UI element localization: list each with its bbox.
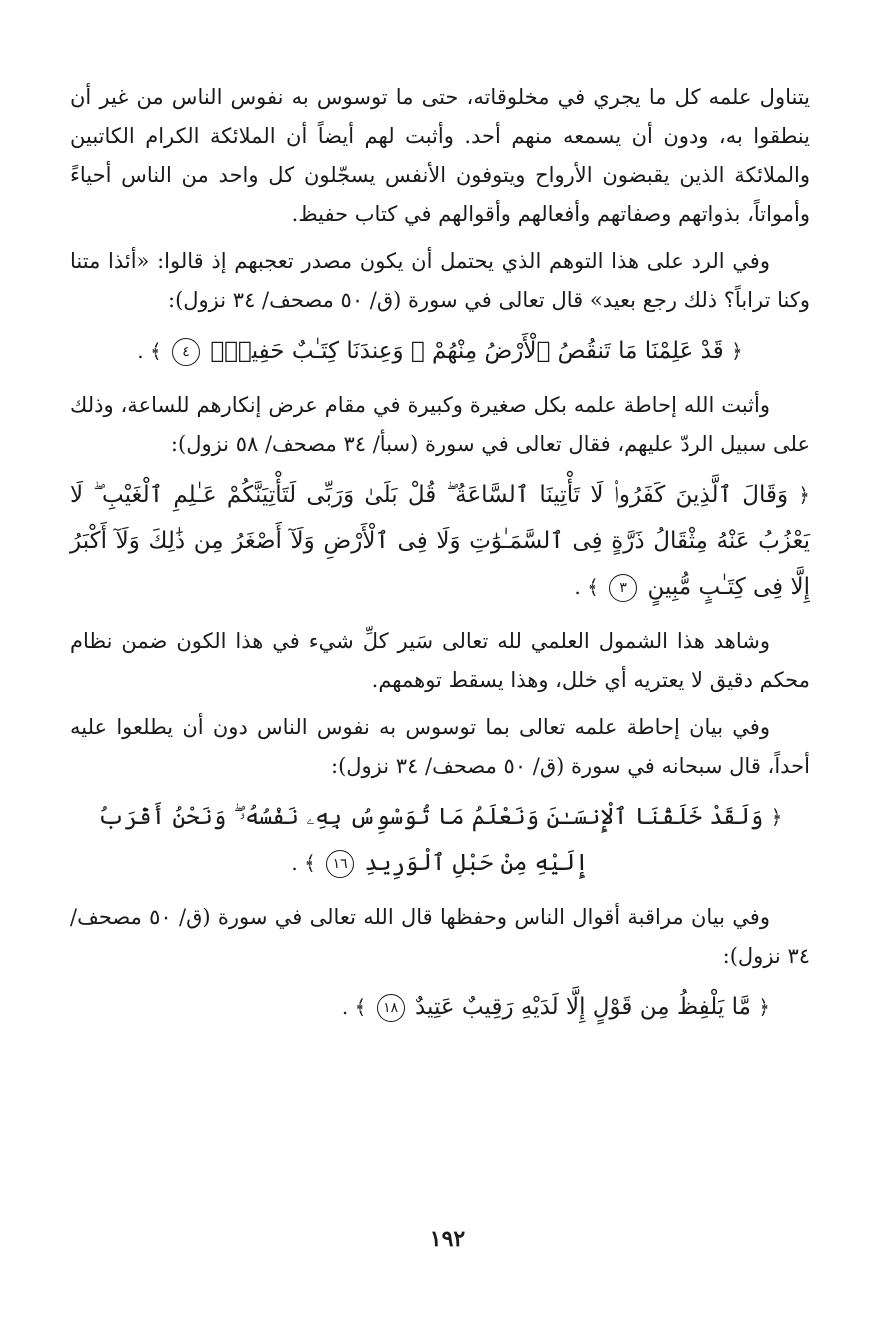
paragraph-3: وأثبت الله إحاطة علمه بكل صغيرة وكبيرة في مقام عرض إنكارهم للساعة، وذلك على سبيل الردّ عليهم، فقال تعالى في سورة (سبأ/ ٣٤ مصحف/ ٥٨ نزول): xyxy=(70,393,810,456)
quran-verse-2 xyxy=(70,472,810,610)
quran-verse-1 xyxy=(70,328,810,374)
paragraph-4: وشاهد هذا الشمول العلمي لله تعالى سَير كلِّ شيء في هذا الكون ضمن نظام محكم دقيق لا يعتريه أي خلل، وهذا يسقط توهمهم. xyxy=(70,629,810,692)
verse-text: مَّا يَلْفِظُ مِن قَوْلٍ إِلَّا لَدَيْهِ رَقِيبٌ عَتِيدٌ xyxy=(414,994,751,1020)
verse-open-bracket: ﴿ xyxy=(758,995,770,1019)
paragraph-1: يتناول علمه كل ما يجري في مخلوقاته، حتى ما توسوس به نفوس الناس من غير أن ينطقوا به، ودون أن يسمعه منهم أحد. وأثبت لهم أيضاً أن الملائكة الكرام الكاتبين والملائكة الذين يقبضون الأرواح ويتوفون الأنفس يسجّلون كل واحد من الناس أحياءً وأمواتاً، بذواتهم وصفاتهم وأفعالهم وأقوالهم في كتاب حفيظ. xyxy=(70,85,810,226)
verse-open-bracket: ﴿ xyxy=(798,483,811,507)
paragraph-6: وفي بيان مراقبة أقوال الناس وحفظها قال الله تعالى في سورة (ق/ ٥٠ مصحف/ ٣٤ نزول): xyxy=(70,905,810,968)
verse-close-bracket: ﴾ . xyxy=(291,851,316,875)
verse-text: وَلَقَدْ خَلَقْنَا ٱلْإِنسَـٰنَ وَنَعْلَمُ مَا تُوَسْوِسُ بِهِۦ نَفْسُهُۥ ۖ وَنَحْنُ أَقْرَبُ إِلَيْهِ مِنْ حَبْلِ ٱلْوَرِيدِ xyxy=(97,804,764,876)
page-number: ١٩٢ xyxy=(429,1226,466,1252)
verse-close-bracket: ﴾ . xyxy=(341,995,367,1019)
ayah-number-marker: ١٨ xyxy=(377,994,405,1022)
paragraph-5: وفي بيان إحاطة علمه تعالى بما توسوس به نفوس الناس دون أن يطلعوا عليه أحداً، قال سبحانه في سورة (ق/ ٥٠ مصحف/ ٣٤ نزول): xyxy=(70,715,810,778)
verse-open-bracket: ﴿ xyxy=(770,805,783,829)
page-body xyxy=(70,78,810,1042)
ayah-number-marker: ١٦ xyxy=(326,850,354,878)
quran-verse-4 xyxy=(70,984,810,1030)
verse-text: وَقَالَ ٱلَّذِينَ كَفَرُوا۟ لَا تَأْتِينَا ٱلسَّاعَةُ ۖ قُلْ بَلَىٰ وَرَبِّى لَتَأْتِيَنَّكُمْ عَـٰلِمِ ٱلْغَيْبِ ۖ لَا يَعْزُبُ عَنْهُ مِثْقَالُ ذَرَّةٍ فِى ٱلسَّمَـٰوَٰتِ وَلَا فِى ٱلْأَرْضِ وَلَآ أَصْغَرُ مِن ذَٰلِكَ وَلَآ أَكْبَرُ إِلَّا فِى كِتَـٰبٍ مُّبِينٍ xyxy=(70,482,810,600)
verse-close-bracket: ﴾ . xyxy=(137,339,162,363)
paragraph-2: وفي الرد على هذا التوهم الذي يحتمل أن يكون مصدر تعجبهم إذ قالوا: «أئذا متنا وكنا تراباً؟ ذلك رجع بعيد» قال تعالى في سورة (ق/ ٥٠ مصحف/ ٣٤ نزول): xyxy=(70,249,810,312)
verse-open-bracket: ﴿ xyxy=(731,339,743,363)
verse-text: قَدْ عَلِمْنَا مَا تَنقُصُ ٱلْأَرْضُ مِنْهُمْ ۖ وَعِندَنَا كِتَـٰبٌ حَفِيظٌۢ xyxy=(210,338,724,364)
quran-verse-3 xyxy=(70,794,810,886)
ayah-number-marker: ٣ xyxy=(609,574,637,602)
verse-close-bracket: ﴾ . xyxy=(574,575,599,599)
ayah-number-marker: ٤ xyxy=(172,338,200,366)
